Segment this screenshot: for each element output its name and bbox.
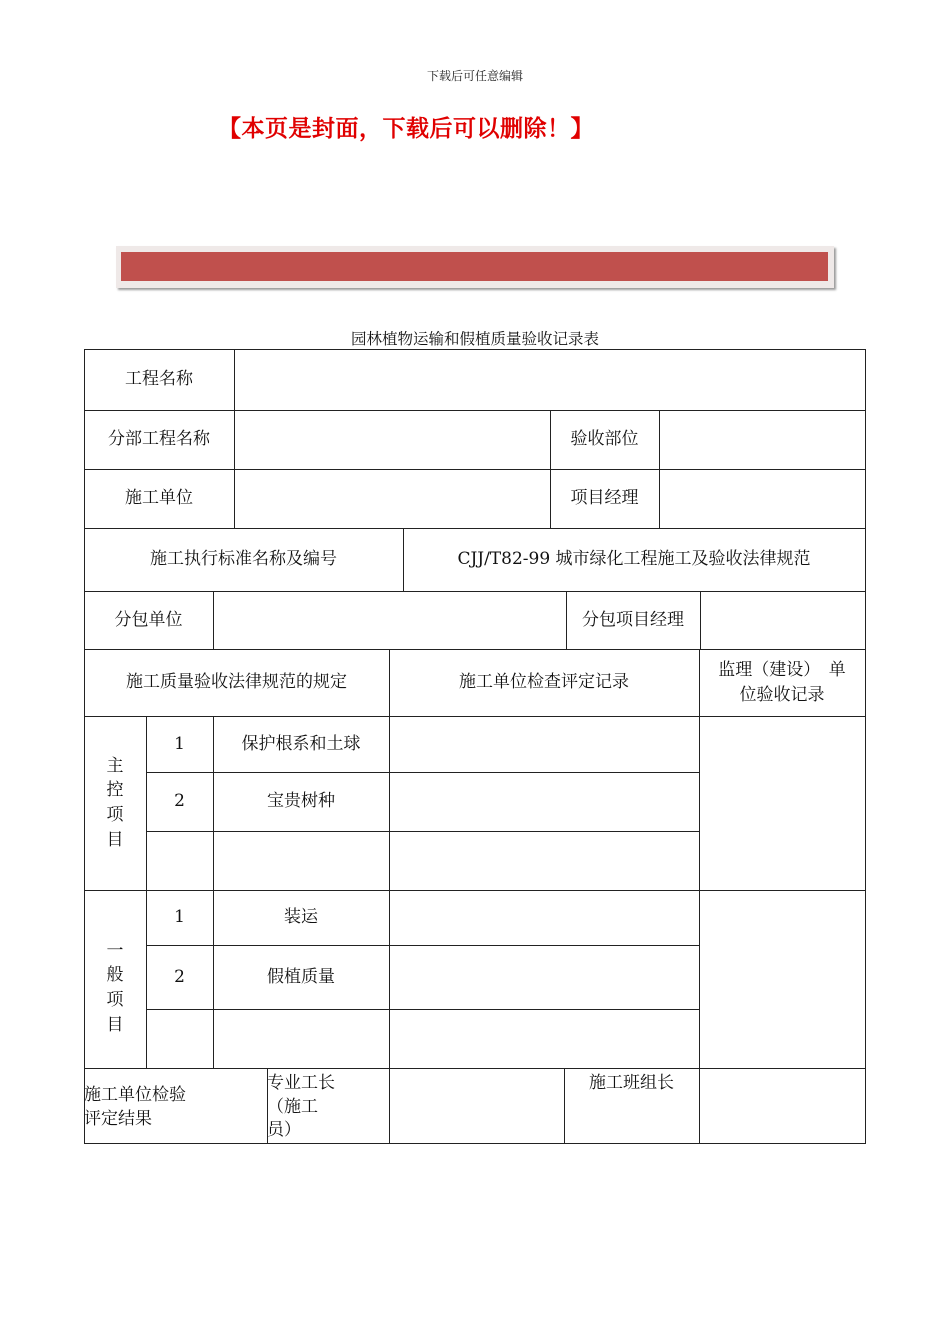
general-item-1-record-field[interactable] <box>390 891 699 945</box>
foreman-label: 专业工长 （施工 员） <box>267 1072 335 1141</box>
general-item-number: 1 <box>174 907 185 928</box>
subcontract-manager-field[interactable] <box>701 592 865 649</box>
main-items-group-label: 主 控 项 目 <box>106 755 124 850</box>
subcontractor-label: 分包单位 <box>114 609 183 630</box>
subcontract-manager-label: 分包项目经理 <box>582 609 684 630</box>
general-item-2-record-field[interactable] <box>390 946 699 1009</box>
main-item-number: 2 <box>174 791 185 812</box>
subcontractor-field[interactable] <box>214 592 566 649</box>
main-item-name: 保护根系和土球 <box>241 733 361 754</box>
construction-unit-label: 施工单位 <box>125 488 193 509</box>
main-item-2-record-field[interactable] <box>390 773 699 831</box>
cover-notice: 【本页是封面，下载后可以删除！】 <box>218 116 594 142</box>
main-item-name: 宝贵树种 <box>267 791 335 812</box>
construction-unit-field[interactable] <box>235 470 550 528</box>
inspection-result-label: 施工单位检验 评定结果 <box>84 1084 186 1129</box>
team-leader-label: 施工班组长 <box>589 1073 674 1093</box>
general-item-number: 2 <box>174 966 185 987</box>
general-item-3-record-field[interactable] <box>390 1010 699 1068</box>
standard-label: 施工执行标准名称及编号 <box>150 549 337 570</box>
team-leader-signature-field[interactable] <box>700 1069 865 1143</box>
supervision-header <box>699 649 865 716</box>
general-items-supervision-field[interactable] <box>700 891 865 1068</box>
foreman-signature-field[interactable] <box>390 1069 564 1143</box>
header-note: 下载后可任意编辑 <box>426 69 523 83</box>
project-manager-label: 项目经理 <box>570 488 639 509</box>
supervision-header-line1: 监理（建设） 单 <box>718 659 846 680</box>
acceptance-part-label: 验收部位 <box>570 429 639 450</box>
supervision-header-line2: 位验收记录 <box>739 684 825 705</box>
acceptance-part-field[interactable] <box>660 411 865 469</box>
standard-value: CJJ/T82-99 城市绿化工程施工及验收法律规范 <box>457 549 811 570</box>
project-name-field[interactable] <box>235 350 865 410</box>
main-items-supervision-field[interactable] <box>700 717 865 890</box>
general-items-group-label: 一 般 项 目 <box>106 940 124 1035</box>
sub-project-field[interactable] <box>235 411 550 469</box>
general-item-name: 假植质量 <box>267 966 335 987</box>
general-item-name: 装运 <box>284 907 318 928</box>
main-item-3-record-field[interactable] <box>390 832 699 890</box>
project-name-label: 工程名称 <box>125 369 193 390</box>
main-item-1-record-field[interactable] <box>390 717 699 772</box>
project-manager-field[interactable] <box>660 470 865 528</box>
regulation-header: 施工质量验收法律规范的规定 <box>126 672 347 693</box>
form-title: 园林植物运输和假植质量验收记录表 <box>350 330 599 348</box>
main-item-number: 1 <box>174 733 185 754</box>
inspection-header: 施工单位检查评定记录 <box>459 672 629 693</box>
sub-project-label: 分部工程名称 <box>108 429 210 450</box>
